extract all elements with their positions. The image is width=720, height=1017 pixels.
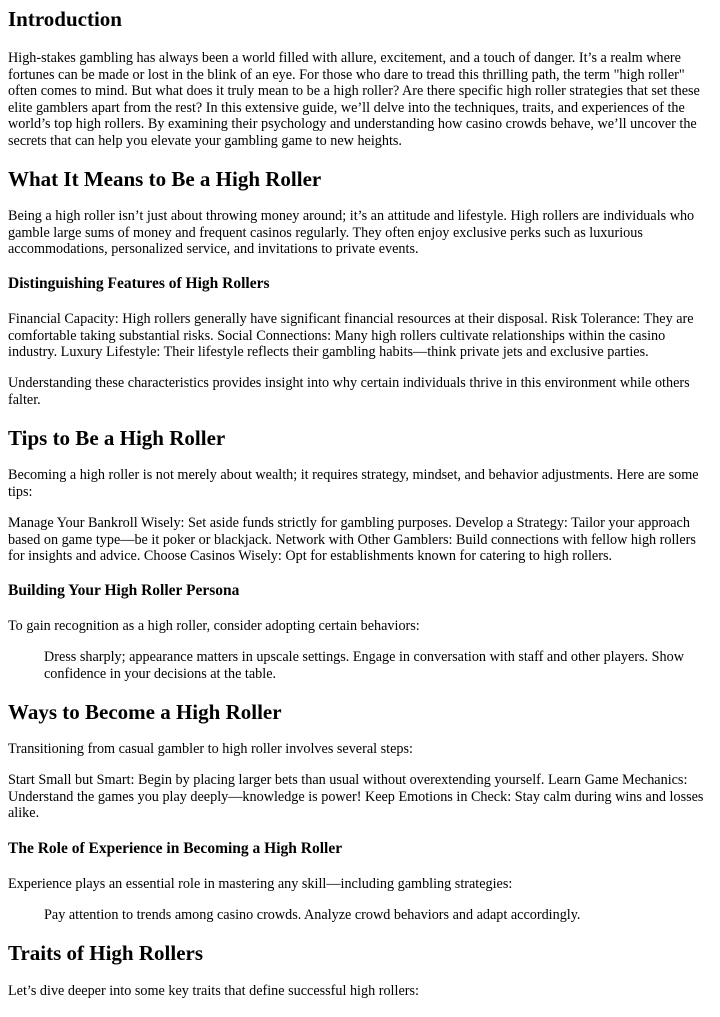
heading-experience: The Role of Experience in Becoming a High Roller bbox=[8, 840, 343, 857]
tips-paragraph-2: Manage Your Bankroll Wisely: Set aside funds strictly for gambling purposes. Develop a Strategy: Tailor your approach based on game type—be it poker or blackjack. Network with Other Gamblers: Build connections with fellow high rollers for insights and advice. Choose Casinos Wisely: Opt for establishments known for catering to high rollers. bbox=[8, 515, 696, 564]
heading-persona: Building Your High Roller Persona bbox=[8, 582, 240, 599]
tips-paragraph: Becoming a high roller is not merely about wealth; it requires strategy, mindset, and behavior adjustments. Here are some tips: bbox=[8, 467, 699, 500]
heading-ways: Ways to Become a High Roller bbox=[8, 700, 282, 724]
persona-paragraph: To gain recognition as a high roller, consider adopting certain behaviors: bbox=[8, 618, 420, 634]
features-paragraph: Financial Capacity: High rollers generally have significant financial resources at their disposal. Risk Tolerance: They are comfortable taking substantial risks. Social Connections: Many high rollers cultivate relationships within the casino industry. Luxury Lifestyle: Their lifestyle reflects their gambling habits—think private jets and exclusive parties. bbox=[8, 311, 694, 360]
persona-quote: Dress sharply; appearance matters in upscale settings. Engage in conversation with staff and other players. Show confidence in your decisions at the table. bbox=[44, 649, 684, 682]
heading-what-it-means: What It Means to Be a High Roller bbox=[8, 167, 322, 191]
ways-paragraph-2: Start Small but Smart: Begin by placing larger bets than usual without overextending yourself. Learn Game Mechanics: Understand the games you play deeply—knowledge is power! Keep Emotions in Check: Stay calm during wins and losses alike. bbox=[8, 772, 704, 821]
heading-distinguishing-features: Distinguishing Features of High Rollers bbox=[8, 275, 270, 292]
meaning-paragraph: Being a high roller isn’t just about throwing money around; it’s an attitude and lifestyle. High rollers are individuals who gamble large sums of money and frequent casinos regularly. They often enjoy exclusive perks such as luxurious accommodations, personalized service, and invitations to private events. bbox=[8, 208, 695, 257]
experience-paragraph: Experience plays an essential role in mastering any skill—including gambling strategies: bbox=[8, 876, 513, 892]
features-paragraph-2: Understanding these characteristics provides insight into why certain individuals thrive in this environment while others falter. bbox=[8, 375, 690, 408]
heading-tips: Tips to Be a High Roller bbox=[8, 426, 226, 450]
ways-paragraph: Transitioning from casual gambler to high roller involves several steps: bbox=[8, 741, 413, 757]
heading-introduction: Introduction bbox=[8, 7, 122, 31]
traits-paragraph: Let’s dive deeper into some key traits that define successful high rollers: bbox=[8, 983, 419, 999]
intro-paragraph: High-stakes gambling has always been a world filled with allure, excitement, and a touch of danger. It’s a realm where fortunes can be made or lost in the blink of an eye. For those who dare to tread this thrilling path, the term "high roller" often comes to mind. But what does it truly mean to be a high roller? Are there specific high roller strategies that set these elite gamblers apart from the rest? In this extensive guide, we’ll delve into the techniques, traits, and experiences of the world’s top high rollers. By examining their psychology and understanding how casino crowds behave, we’ll uncover the secrets that can help you elevate your gambling game to new heights. bbox=[8, 50, 700, 149]
heading-traits: Traits of High Rollers bbox=[8, 941, 204, 965]
experience-quote: Pay attention to trends among casino crowds. Analyze crowd behaviors and adapt accordingly. bbox=[44, 907, 581, 923]
